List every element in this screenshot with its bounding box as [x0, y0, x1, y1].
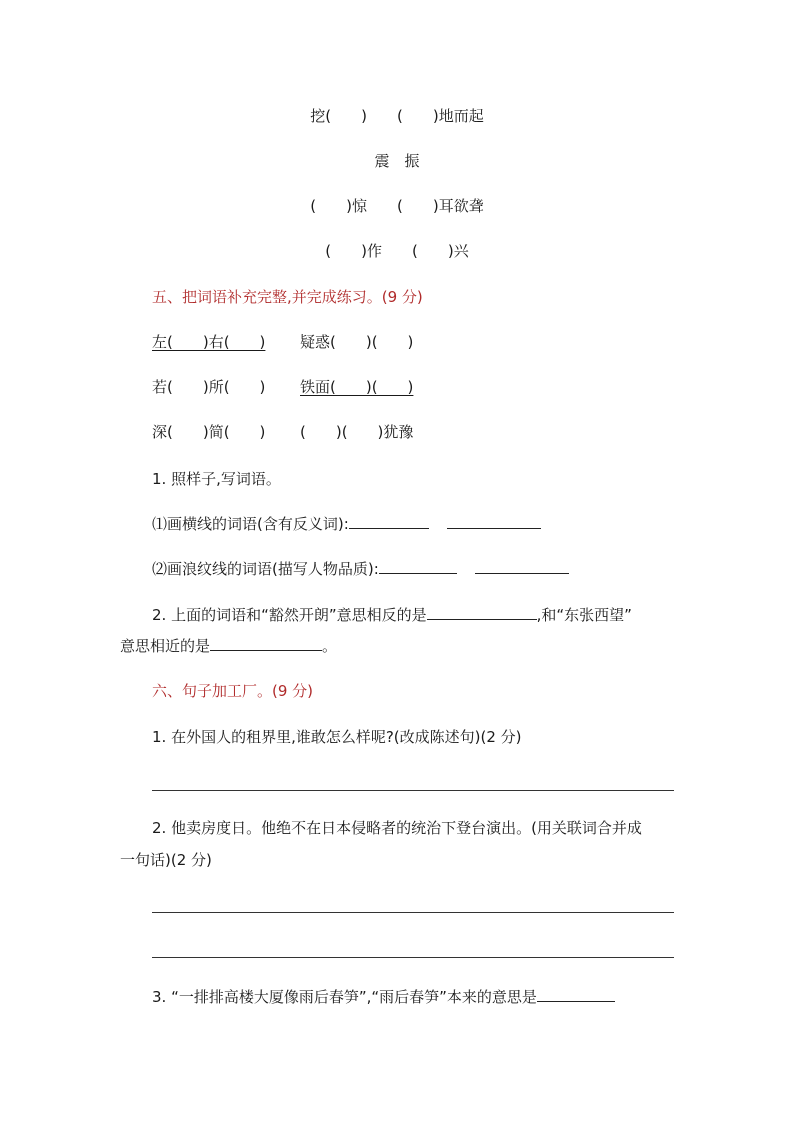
s6-q1: 1. 在外国人的租界里,谁敢怎么样呢?(改成陈述句)(2 分)	[152, 728, 522, 746]
answer-blank[interactable]	[537, 987, 615, 1002]
answer-blank[interactable]	[427, 605, 537, 620]
idiom-2b: 铁面( )( )	[300, 378, 414, 396]
idiom-3a: 深( )简( )	[152, 423, 266, 441]
s5-q1: 1. 照样子,写词语。	[152, 470, 281, 488]
answer-blank[interactable]	[447, 514, 541, 529]
s5-q2-end: 。	[322, 637, 338, 655]
s5-q2-part2: ,和“东张西望”	[536, 606, 632, 624]
idiom-3b: ( )( )犹豫	[300, 423, 414, 441]
s5-q1a	[152, 514, 541, 534]
section6-title: 六、句子加工厂。(9 分)	[152, 682, 314, 700]
s6-q3	[152, 987, 615, 1007]
idiom-2a: 若( )所( )	[152, 378, 266, 396]
answer-blank[interactable]	[379, 559, 457, 574]
s6-q3-text: 3. “一排排高楼大厦像雨后春笋”,“雨后春笋”本来的意思是	[152, 988, 537, 1006]
answer-blank[interactable]	[475, 559, 569, 574]
answer-line[interactable]	[152, 790, 674, 791]
wordgroup-row-3: ( )惊 ( )耳欲聋	[310, 197, 484, 215]
wordgroup-row-4: ( )作 ( )兴	[325, 242, 469, 260]
s5-q2-line2	[120, 636, 337, 656]
idiom-1b: 疑惑( )( )	[300, 333, 414, 351]
section5-title: 五、把词语补充完整,并完成练习。(9 分)	[152, 288, 423, 306]
answer-blank[interactable]	[349, 514, 429, 529]
answer-line[interactable]	[152, 957, 674, 958]
s5-q1a-text: ⑴画横线的词语(含有反义词):	[152, 515, 349, 533]
s5-q2-part1: 2. 上面的词语和“豁然开朗”意思相反的是	[152, 606, 427, 624]
s5-q2-line1	[152, 605, 632, 625]
answer-line[interactable]	[152, 912, 674, 913]
s5-q1b-text: ⑵画浪纹线的词语(描写人物品质):	[152, 560, 379, 578]
wordgroup-row-1: 挖( ) ( )地而起	[310, 107, 484, 125]
answer-blank[interactable]	[210, 636, 322, 651]
wordgroup-row-2: 震 振	[374, 152, 420, 170]
idiom-1a: 左( )右( )	[152, 333, 266, 351]
s5-q1b	[152, 559, 569, 579]
s6-q2-line1: 2. 他卖房度日。他绝不在日本侵略者的统治下登台演出。(用关联词合并成	[152, 819, 642, 837]
s6-q2-line2: 一句话)(2 分)	[120, 851, 212, 869]
s5-q2-line2-text: 意思相近的是	[120, 637, 211, 655]
